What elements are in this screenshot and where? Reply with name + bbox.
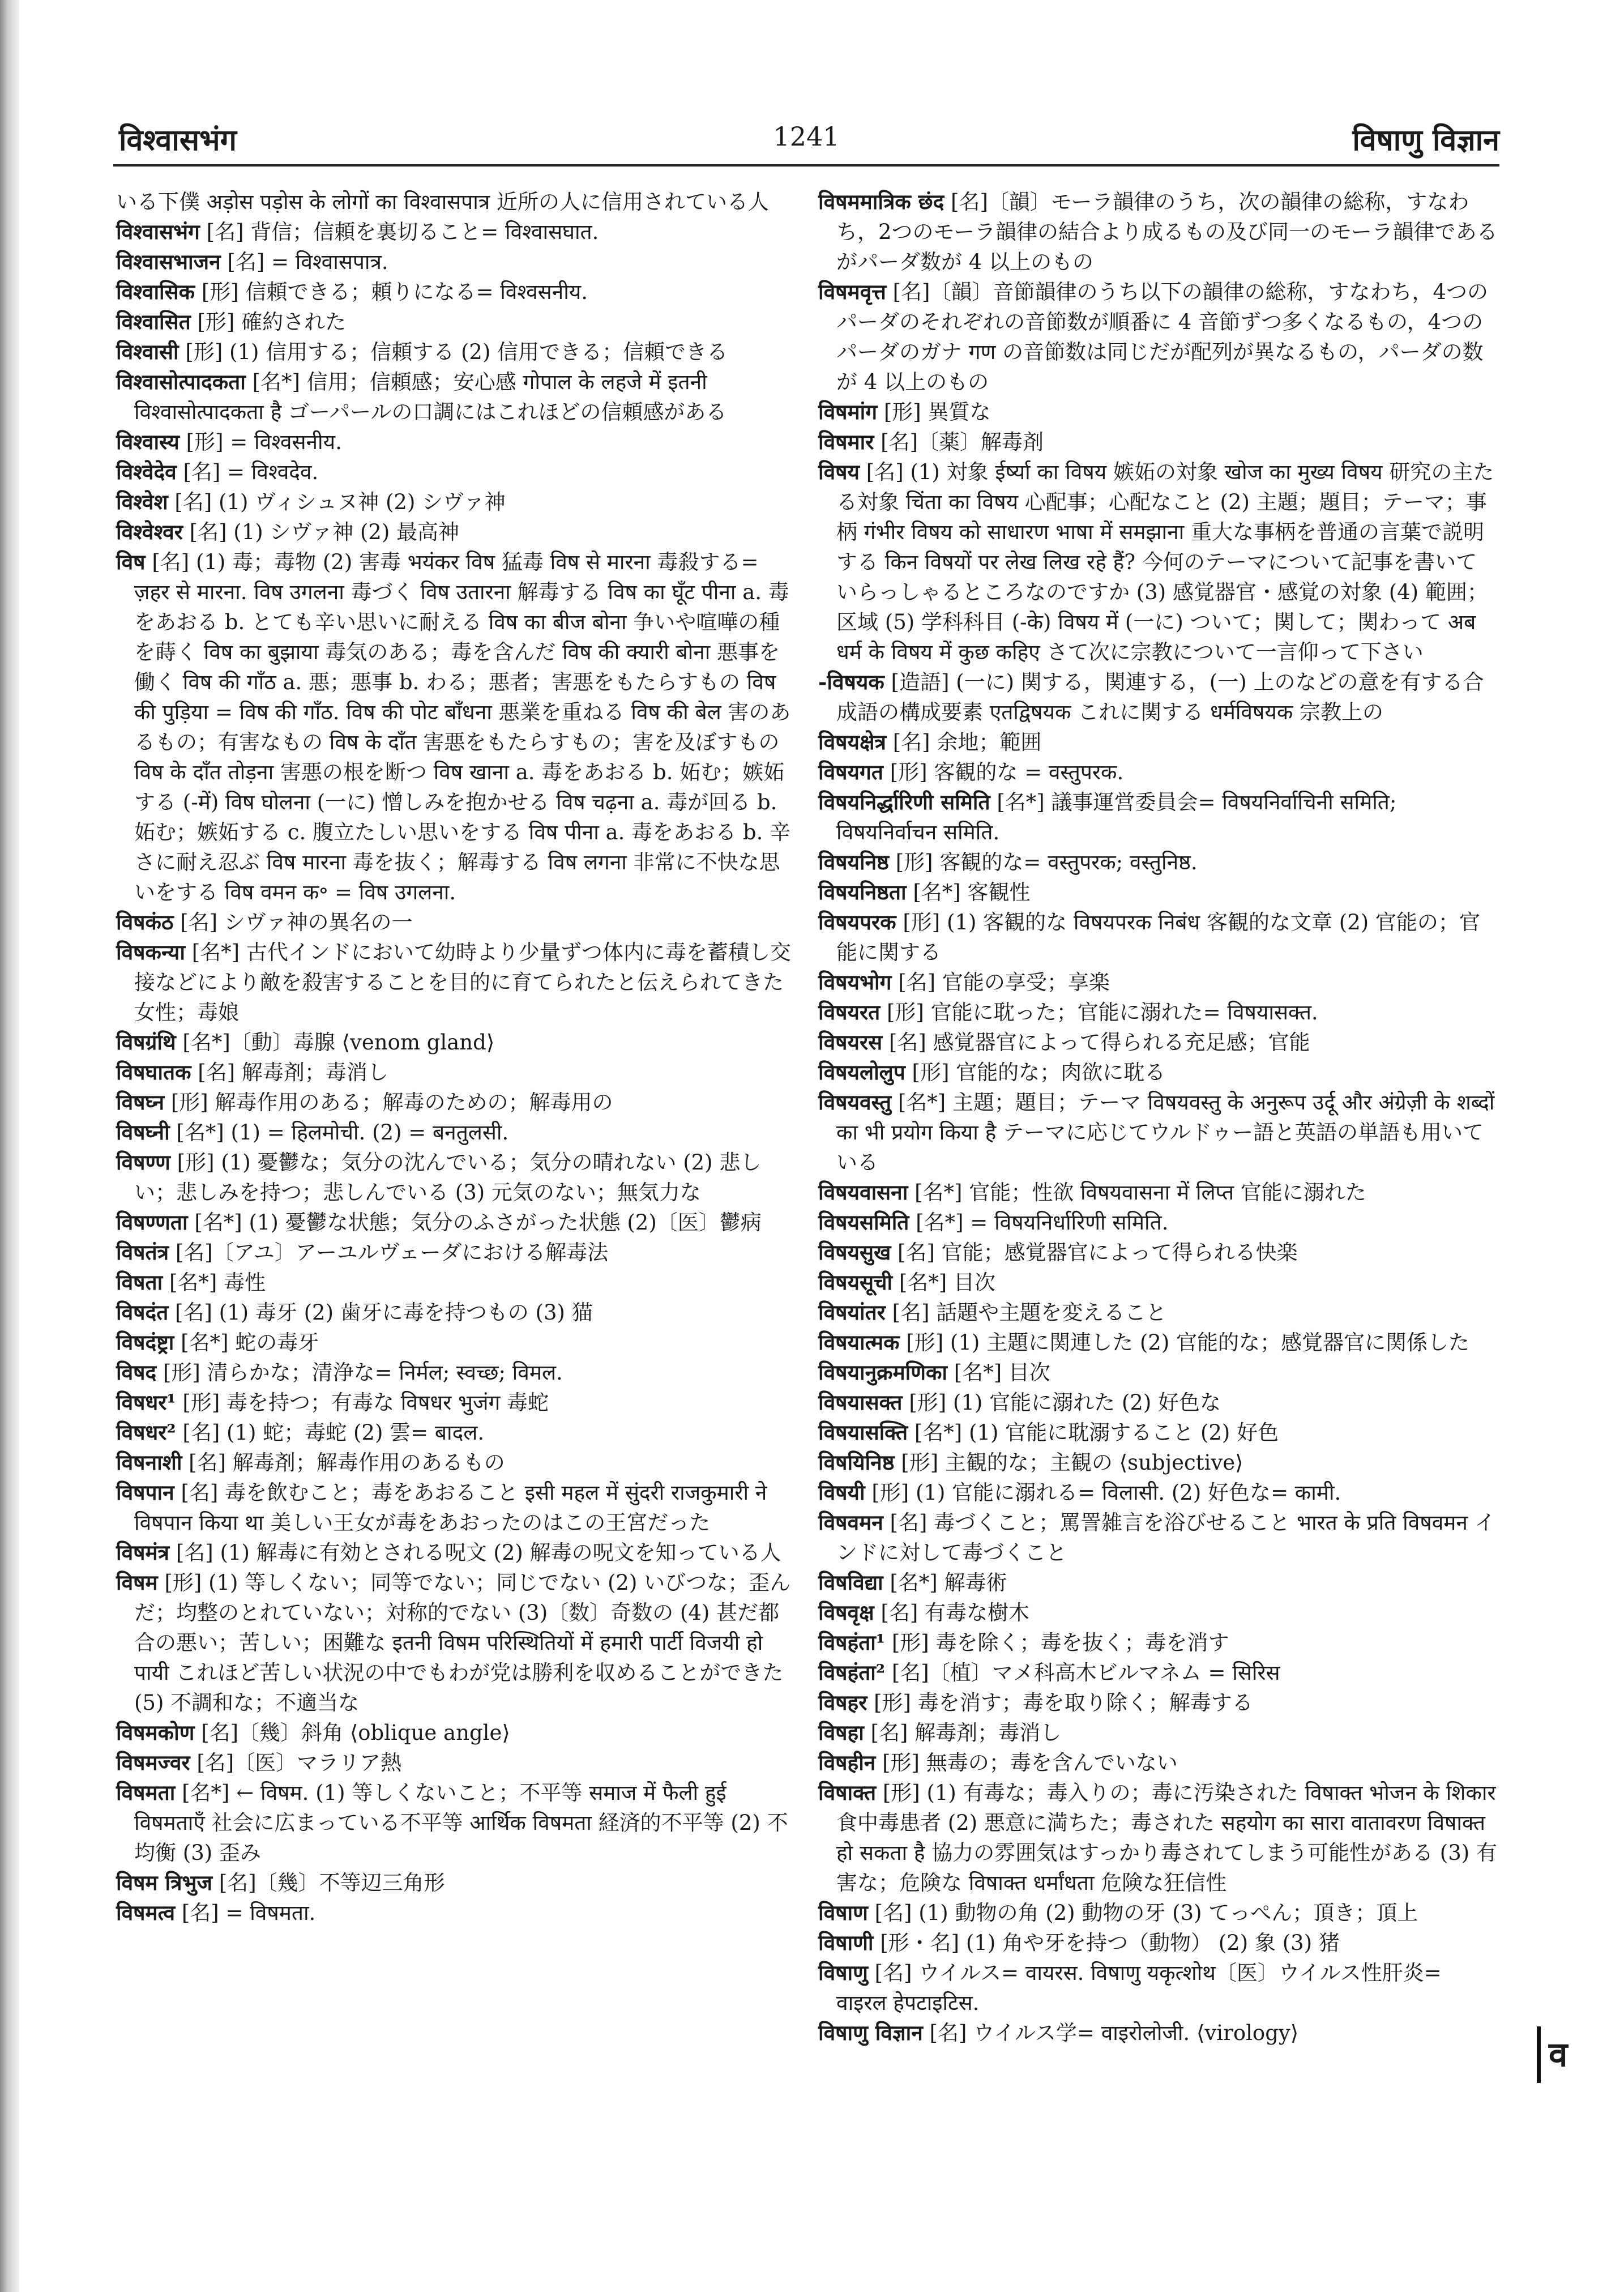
entry-definition: [名] 解毒剤；解毒作用のあるもの	[189, 1450, 505, 1475]
dictionary-entry	[818, 1748, 1498, 1778]
entry-definition: [形] (1) 有毒な；毒入りの；毒に汚染された विषाक्त भोजन के शिकार 食中毒患者 (2) 悪意に満ちた；毒された सहयोग का सारा वातावरण विषाक्त हो सकता है 協力の雰囲気はすっかり毒されてしまう可能性がある (3) 有害な；危険な विषाक्त धर्मांधता 危険な狂信性	[836, 1781, 1497, 1895]
entry-definition: [名*] 古代インドにおいて幼時より少量ずつ体内に毒を蓄積し交接などにより敵を殺害することを目的に育てられたと伝えられてきた女性；毒娘	[134, 940, 791, 1025]
entry-headword: विश्वासित	[116, 309, 191, 334]
entry-headword: विषयवासना	[818, 1180, 908, 1205]
entry-definition: [形] 解毒作用のある；解毒のための；解毒用の	[170, 1090, 613, 1115]
entry-headword: विषता	[116, 1270, 163, 1295]
entry-headword: विषयात्मक	[818, 1330, 900, 1355]
entry-definition: [名*] (1) 憂鬱な状態；気分のふさがった状態 (2)〔医〕鬱病	[194, 1210, 762, 1235]
entry-headword: विषम त्रिभुज	[116, 1870, 213, 1895]
entry-definition: [名]〔薬〕解毒剤	[881, 430, 1044, 454]
dictionary-entry	[818, 727, 1498, 757]
entry-headword: विषाक्त	[818, 1780, 877, 1805]
entry-headword: विषमकोण	[116, 1720, 195, 1745]
entry-headword: विषयांतर	[818, 1300, 886, 1325]
dictionary-entry	[116, 1538, 796, 1568]
entry-headword: विषतंत्र	[116, 1240, 169, 1265]
entry-definition: [名]〔医〕マラリア熱	[196, 1751, 402, 1775]
entry-definition: [名] 毒づくこと；罵詈雑言を浴びせること भारत के प्रति विषवमन インドに対して毒づくこと	[836, 1510, 1495, 1565]
entry-definition: [名*] 蛇の毒牙	[181, 1330, 319, 1355]
entry-definition: [名] (1) 対象 ईर्ष्या का विषय 嫉妬の対象 खोज का मुख्य विषय 研究の主たる対象 चिंता का विषय 心配事；心配なこと (2) 主題；題目；テーマ；事柄 गंभीर विषय को साधारण भाषा में समझाना 重大な事柄を普通の言葉で説明する किन विषयों पर लेख लिख रहे हैं? 今何のテーマについて記事を書いていらっしゃるところなのですか (3) 感覚器官・感覚の対象 (4) 範囲；区域 (5) 学科科目 (-के) विषय में (一に) ついて；関して；関わって अब धर्म के विषय में कुछ कहिए さて次に宗教について一言仰って下さい	[836, 460, 1494, 664]
dictionary-entry	[116, 337, 796, 367]
dictionary-entry	[818, 877, 1498, 907]
entry-definition: [名*] 議事運営委員会= विषयनिर्वाचिनी समिति; विषयनिर्वाचन समिति.	[836, 790, 1397, 844]
entry-definition: [形] 客観的な = वस्तुपरक.	[890, 760, 1124, 784]
entry-headword: विषयनिर्द्धारिणी समिति	[818, 789, 990, 814]
entry-definition: [形] 主観的な；主観の ⟨subjective⟩	[901, 1450, 1243, 1475]
header-rule	[113, 164, 1499, 167]
entry-headword: विषयरत	[818, 1000, 881, 1025]
header-left-guideword: विश्वासभंग	[119, 123, 237, 157]
entry-definition: [形] (1) 信用する；信頼する (2) 信用できる；信頼できる	[185, 340, 728, 364]
entry-headword: विषयक्षेत्र	[818, 729, 886, 754]
entry-headword: विषमवृत्त	[818, 279, 886, 304]
entry-headword: विषग्रंथि	[116, 1030, 176, 1055]
dictionary-entry	[116, 277, 796, 307]
entry-headword: विषाण	[818, 1900, 868, 1925]
entry-definition: [形] 官能に耽った；官能に溺れた= विषयासक्त.	[887, 1000, 1318, 1025]
entry-headword: विषहंता²	[818, 1660, 886, 1685]
entry-definition: [形] (1) 憂鬱な；気分の沈んでいる；気分の晴れない (2) 悲しい；悲しみを持つ；悲しんでいる (3) 元気のない；無気力な	[134, 1150, 762, 1205]
entry-headword: विषाणी	[818, 1930, 874, 1955]
entry-definition: [名] 余地；範囲	[892, 730, 1042, 754]
dictionary-entry	[818, 397, 1498, 427]
entry-definition: [形] 毒を除く；毒を抜く；毒を消す	[891, 1631, 1229, 1655]
entry-definition: [名] 解毒剤；毒消し	[198, 1060, 388, 1085]
entry-definition: [名*] 解毒術	[890, 1570, 1007, 1595]
header-right-guideword: विषाणु विज्ञान	[1352, 123, 1499, 157]
dictionary-entry	[116, 307, 796, 337]
entry-definition: [名] = विश्वासपात्र.	[227, 250, 388, 274]
entry-definition: [名]〔植〕マメ科高木ビルマネム = सिरिस	[891, 1661, 1280, 1685]
entry-headword: विषयासक्ति	[818, 1420, 908, 1445]
dictionary-entry	[818, 277, 1498, 397]
entry-headword: विषमंत्र	[116, 1540, 170, 1565]
entry-headword: विषण्ण	[116, 1150, 170, 1175]
dictionary-entry	[116, 1147, 796, 1207]
dictionary-entry	[116, 1087, 796, 1117]
page-number: 1241	[773, 121, 840, 152]
entry-headword: विषय	[818, 459, 860, 484]
entry-definition: [形] (1) 等しくない；同等でない；同じでない (2) いびつな；歪んだ；均整のとれていない；対称的でない (3)〔数〕奇数の (4) 甚だ都合の悪い；苦しい；困難な इतनी विषम परिस्थितियों में हमारी पार्टी विजयी हो पायी これほど苦しい状況の中でもわが党は勝利を収めることができた (5) 不調和な；不適当な	[134, 1570, 791, 1715]
entry-headword: विषयगत	[818, 759, 883, 784]
dictionary-entry	[116, 547, 796, 907]
entry-headword: विषण्णता	[116, 1210, 188, 1235]
entry-definition: [名*] 目次	[899, 1270, 995, 1295]
dictionary-entry	[818, 1898, 1498, 1928]
entry-definition: [名] 有毒な樹木	[881, 1600, 1030, 1625]
entry-headword: विषयसूची	[818, 1270, 893, 1295]
dictionary-entry	[818, 187, 1498, 277]
dictionary-entry	[116, 457, 796, 487]
entry-headword: विषयी	[818, 1480, 865, 1505]
dictionary-entry	[116, 937, 796, 1027]
entry-definition: [名] = विषमता.	[181, 1901, 316, 1925]
entry-headword: विषवृक्ष	[818, 1600, 874, 1625]
dictionary-entry	[116, 1868, 796, 1898]
entry-headword: विश्वास्य	[116, 429, 180, 454]
dictionary-entry	[116, 907, 796, 937]
dictionary-entry	[818, 1628, 1498, 1658]
entry-headword: विषघ्नी	[116, 1120, 170, 1145]
entry-definition: [名*] 主題；題目；テーマ विषयवस्तु के अनुरूप उर्दू और अंग्रेज़ी के शब्दों का भी प्रयोग किया है テーマに応じてウルドゥー語と英語の単語も用いている	[836, 1090, 1495, 1175]
entry-headword: विश्वासिक	[116, 279, 195, 304]
dictionary-entry	[818, 1928, 1498, 1958]
dictionary-entry	[818, 967, 1498, 997]
dictionary-entry	[818, 997, 1498, 1027]
dictionary-entry	[116, 487, 796, 517]
entry-definition: [名] (1) ヴィシュヌ神 (2) シヴァ神	[174, 490, 506, 514]
entry-definition: [形] 信頼できる；頼りになる= विश्वसनीय.	[201, 280, 588, 304]
entry-definition: [名] (1) 毒；毒物 (2) 害毒 भयंकर विष 猛毒 विष से मारना 毒殺する= ज़हर से मारना. विष उगलना 毒づく विष उतारना 解毒する विष का घूँट पीना a. 毒をあおる b. とても辛い思いに耐える विष का बीज बोना 争いや喧嘩の種を蒔く विष का बुझाया 毒気のある；毒を含んだ विष की क्यारी बोना 悪事を働く विष की गाँठ a. 悪；悪事 b. わる；悪者；害悪をもたらすもの विष की पुड़िया = विष की गाँठ. विष की पोट बाँधना 悪業を重ねる विष की बेल 害のあるもの；有害なもの विष के दाँत 害悪をもたらすもの；害を及ぼすもの विष के दाँत तोड़ना 害悪の根を断つ विष खाना a. 毒をあおる b. 妬む；嫉妬する (-में) विष घोलना (一に) 憎しみを抱かせる विष चढ़ना a. 毒が回る b. 妬む；嫉妬する c. 腹立たしい思いをする विष पीना a. 毒をあおる b. 辛さに耐え忍ぶ विष मारना 毒を抜く；解毒する विष लगना 非常に不快な思いをする विष वमन क॰ = विष उगलना.	[134, 550, 791, 904]
dictionary-entry	[116, 517, 796, 547]
left-column	[116, 187, 796, 1928]
entry-headword: विषमता	[116, 1780, 176, 1805]
entry-headword: विषकन्या	[116, 940, 185, 964]
dictionary-entry	[116, 1117, 796, 1147]
entry-definition: [名] (1) 毒牙 (2) 歯牙に毒を持つもの (3) 猫	[175, 1300, 593, 1325]
dictionary-entry	[818, 757, 1498, 787]
dictionary-entry	[116, 1027, 796, 1057]
dictionary-entry	[116, 1898, 796, 1928]
entry-definition: [名*] (1) = हिलमोची. (2) = बनतुलसी.	[176, 1120, 509, 1145]
entry-definition: [形] 無毒の；毒を含んでいない	[882, 1751, 1178, 1775]
entry-headword: विश्वासोत्पादकता	[116, 369, 246, 394]
entry-definition: [名] (1) 蛇；毒蛇 (2) 雲= बादल.	[182, 1420, 485, 1445]
entry-definition: [名*] = विषयनिर्धारिणी समिति.	[916, 1210, 1169, 1235]
entry-headword: विषयवस्तु	[818, 1090, 892, 1115]
dictionary-entry	[818, 2018, 1498, 2048]
dictionary-entry	[116, 1478, 796, 1538]
entry-headword: विषयनिष्ठता	[818, 880, 907, 904]
thumb-index-tab: व	[1537, 2026, 1583, 2083]
entry-definition: [名*]〔動〕毒腺 ⟨venom gland⟩	[182, 1030, 495, 1055]
dictionary-entry	[818, 1267, 1498, 1297]
entry-definition: [形] (1) 客観的な विषयपरक निबंध 客観的な文章 (2) 官能の；官能に関する	[836, 910, 1480, 964]
entry-headword: विषाणु विज्ञान	[818, 2020, 923, 2045]
dictionary-entry	[818, 1718, 1498, 1748]
entry-headword: विषविद्या	[818, 1570, 883, 1595]
dictionary-entry	[818, 1598, 1498, 1628]
entry-definition: [形] (1) 官能に溺れた (2) 好色な	[909, 1390, 1221, 1415]
dictionary-entry	[818, 1688, 1498, 1718]
entry-headword: विश्वासी	[116, 339, 179, 364]
entry-definition: [形] 確約された	[197, 310, 347, 334]
entry-definition: [名] (1) 解毒に有効とされる呪文 (2) 解毒の呪文を知っている人	[176, 1540, 781, 1565]
entry-headword: विश्वासभाजन	[116, 249, 221, 274]
dictionary-entry	[116, 1267, 796, 1297]
dictionary-entry	[116, 1718, 796, 1748]
entry-headword: विश्वेश्वर	[116, 519, 183, 544]
dictionary-entry	[116, 1328, 796, 1358]
dictionary-entry	[818, 1448, 1498, 1478]
entry-definition: [名]〔幾〕不等辺三角形	[219, 1871, 445, 1895]
dictionary-entry	[116, 1568, 796, 1718]
entry-definition: [名*] ← विषम. (1) 等しくないこと；不平等 समाज में फैली हुई विषमताएँ 社会に広まっている不平等 आर्थिक विषमता 経済的不平等 (2) 不均衡 (3) 歪み	[134, 1781, 788, 1865]
dictionary-entry	[818, 1508, 1498, 1568]
scan-edge-shadow	[0, 0, 19, 2292]
dictionary-entry	[818, 1328, 1498, 1358]
entry-headword: -विषयक	[818, 669, 884, 694]
dictionary-entry	[818, 1087, 1498, 1177]
dictionary-entry	[818, 1057, 1498, 1087]
entry-headword: विषममात्रिक छंद	[818, 189, 945, 214]
entry-headword: विषवमन	[818, 1510, 883, 1535]
entry-definition: [名]〔アユ〕アーユルヴェーダにおける解毒法	[175, 1240, 609, 1265]
entry-headword: विषकंठ	[116, 910, 174, 934]
dictionary-entry	[818, 427, 1498, 457]
entry-definition: いる下僕 अड़ोस पड़ोस के लोगों का विश्वासपात्र 近所の人に信用されている人	[116, 190, 769, 214]
entry-headword: विषहंता¹	[818, 1630, 886, 1655]
entry-headword: विषमज्वर	[116, 1750, 190, 1775]
entry-definition: [造語] (一に) 関する，関連する，(一) 上のなどの意を有する合成語の構成要素 एतद्विषयक これに関する धर्मविषयक 宗教上の	[836, 670, 1484, 724]
dictionary-entry	[818, 1568, 1498, 1598]
dictionary-entry	[116, 217, 796, 247]
entry-headword: विषयपरक	[818, 910, 896, 934]
dictionary-entry	[116, 1237, 796, 1267]
entry-definition: [名*] 信用；信頼感；安心感 गोपाल के लहजे में इतनी विश्वासोत्पादकता है ゴーパールの口調にはこれほどの信頼感がある	[134, 370, 727, 424]
dictionary-entry	[116, 1207, 796, 1237]
dictionary-entry	[116, 427, 796, 457]
dictionary-entry	[818, 457, 1498, 667]
entry-definition: [名*] (1) 官能に耽溺すること (2) 好色	[914, 1420, 1279, 1445]
dictionary-entry	[818, 1027, 1498, 1057]
entry-definition: [形] 客観的な= वस्तुपरक; वस्तुनिष्ठ.	[895, 850, 1198, 874]
dictionary-entry	[818, 1478, 1498, 1508]
entry-headword: विषयलोलुप	[818, 1060, 905, 1085]
entry-headword: विषमांग	[818, 399, 878, 424]
dictionary-entry	[818, 907, 1498, 967]
entry-headword: विषधर²	[116, 1420, 176, 1445]
entry-definition: [名] 官能の享受；享楽	[898, 970, 1110, 995]
dictionary-entry	[116, 1358, 796, 1388]
entry-definition: [形・名] (1) 角や牙を持つ（動物） (2) 象 (3) 猪	[880, 1931, 1340, 1955]
entry-headword: विषयरस	[818, 1030, 883, 1055]
dictionary-entry	[116, 1057, 796, 1087]
entry-definition: [形] 毒を持つ；有毒な विषधर भुजंग 毒蛇	[182, 1390, 549, 1415]
entry-definition: [名] 感覚器官によって得られる充足感；官能	[888, 1030, 1310, 1055]
entry-headword: विषयसमिति	[818, 1210, 909, 1235]
entry-definition: [名] ウイルス学= वाइरोलोजी. ⟨virology⟩	[929, 2021, 1299, 2045]
entry-definition: [名] ウイルス= वायरस. विषाणु यकृत्शोथ〔医〕ウイルス性肝炎= वाइरल हेपटाइटिस.	[836, 1961, 1442, 2015]
entry-definition: [形] 異質な	[883, 400, 991, 424]
entry-headword: विश्वासभंग	[116, 219, 200, 244]
entry-headword: विषम	[116, 1570, 158, 1595]
dictionary-entry	[818, 1237, 1498, 1267]
entry-definition: [名*] 客観性	[913, 880, 1031, 904]
entry-headword: विषघातक	[116, 1060, 191, 1085]
entry-headword: विषयिनिष्ठ	[818, 1450, 895, 1475]
entry-definition: [名*] 毒性	[169, 1270, 266, 1295]
entry-headword: विषमत्व	[116, 1900, 176, 1925]
entry-headword: विषहीन	[818, 1750, 876, 1775]
dictionary-entry	[818, 1658, 1498, 1688]
entry-headword: विश्वेदेव	[116, 459, 177, 484]
entry-headword: विषनाशी	[116, 1450, 182, 1475]
dictionary-entry	[818, 667, 1498, 727]
entry-headword: विषद	[116, 1360, 157, 1385]
dictionary-entry	[116, 1748, 796, 1778]
entry-definition: [名] シヴァ神の異名の一	[180, 910, 413, 934]
dictionary-entry	[818, 1177, 1498, 1207]
entry-headword: विषदंष्ट्रा	[116, 1330, 174, 1355]
dictionary-entry	[818, 1778, 1498, 1898]
entry-headword: विषाणु	[818, 1960, 868, 1985]
page-header	[113, 113, 1499, 170]
entry-headword: विषदंत	[116, 1300, 169, 1325]
entry-definition: [名] (1) シヴァ神 (2) 最高神	[189, 520, 460, 544]
entry-definition: [形] (1) 官能に溺れる= विलासी. (2) 好色な= कामी.	[871, 1480, 1341, 1505]
entry-definition: [名]〔幾〕斜角 ⟨oblique angle⟩	[201, 1721, 510, 1745]
entry-headword: विषयभोग	[818, 970, 892, 995]
entry-headword: विषयानुक्रमणिका	[818, 1360, 947, 1385]
entry-definition: [形] 清らかな；清浄な= निर्मल; स्वच्छ; विमल.	[163, 1360, 563, 1385]
dictionary-entry	[116, 1778, 796, 1868]
entry-headword: विषधर¹	[116, 1390, 176, 1415]
entry-headword: विषघ्न	[116, 1090, 165, 1115]
entry-definition: [名] 解毒剤；毒消し	[870, 1721, 1062, 1745]
entry-headword: विषमार	[818, 429, 874, 454]
entry-definition: [名*] 官能；性欲 विषयवासना में लिप्त 官能に溺れた	[914, 1180, 1366, 1205]
dictionary-entry	[818, 1418, 1498, 1448]
dictionary-entry	[818, 1388, 1498, 1418]
entry-definition: [名]〔韻〕音節韻律のうち以下の韻律の総称，すなわち，4つのパーダのそれぞれの音節数が順番に 4 音節ずつ多くなるもの，4つのパーダのガナ गण の音節数は同じだが配列が異なるもの，パーダの数が 4 以上のもの	[836, 280, 1488, 394]
entry-headword: विषयासक्त	[818, 1390, 903, 1415]
entry-headword: विषहा	[818, 1720, 864, 1745]
entry-headword: विष	[116, 549, 146, 574]
entry-definition: [形] (1) 主題に関連した (2) 官能的な；感覚器官に関係した	[906, 1330, 1470, 1355]
dictionary-entry	[116, 1388, 796, 1418]
entry-definition: [名*] 目次	[954, 1360, 1050, 1385]
entry-definition: [名] 話題や主題を変えること	[892, 1300, 1167, 1325]
dictionary-entry	[818, 847, 1498, 877]
entry-definition: [形] 毒を消す；毒を取り除く；解毒する	[874, 1691, 1253, 1715]
entry-definition: [形] 官能的な；肉欲に耽る	[912, 1060, 1166, 1085]
entry-headword: विश्वेश	[116, 489, 168, 514]
dictionary-entry	[818, 1958, 1498, 2018]
entry-headword: विषयनिष्ठ	[818, 850, 889, 874]
dictionary-entry	[818, 1207, 1498, 1237]
dictionary-entry	[818, 1358, 1498, 1388]
dictionary-entry	[818, 1297, 1498, 1328]
entry-headword: विषहर	[818, 1690, 867, 1715]
dictionary-entry	[116, 367, 796, 427]
dictionary-entry	[818, 787, 1498, 847]
dictionary-entry	[116, 1297, 796, 1328]
entry-definition: [名] = विश्वदेव.	[183, 460, 319, 484]
entry-definition: [名]〔韻〕モーラ韻律のうち，次の韻律の総称，すなわち，2つのモーラ韻律の結合より成るもの及び同一のモーラ韻律であるがパーダ数が 4 以上のもの	[836, 190, 1498, 274]
dictionary-entry	[116, 1418, 796, 1448]
dictionary-entry	[116, 247, 796, 277]
entry-headword: विषयसुख	[818, 1240, 891, 1265]
entry-definition: [名] (1) 動物の角 (2) 動物の牙 (3) てっぺん；頂き；頂上	[874, 1901, 1418, 1925]
entry-definition: [名] 官能；感覚器官によって得られる快楽	[898, 1240, 1298, 1265]
dictionary-entry	[116, 187, 796, 217]
entry-headword: विषपान	[116, 1480, 174, 1505]
dictionary-entry	[116, 1448, 796, 1478]
right-column	[818, 187, 1498, 2048]
entry-definition: [名] 背信；信頼を裏切ること= विश्वासघात.	[206, 220, 599, 244]
entry-definition: [形] = विश्वसनीय.	[186, 430, 342, 454]
entry-definition: [名] 毒を飲むこと；毒をあおること इसी महल में सुंदरी राजकुमारी ने विषपान किया था 美しい王女が毒をあおったのはこの王宮だった	[134, 1480, 767, 1535]
